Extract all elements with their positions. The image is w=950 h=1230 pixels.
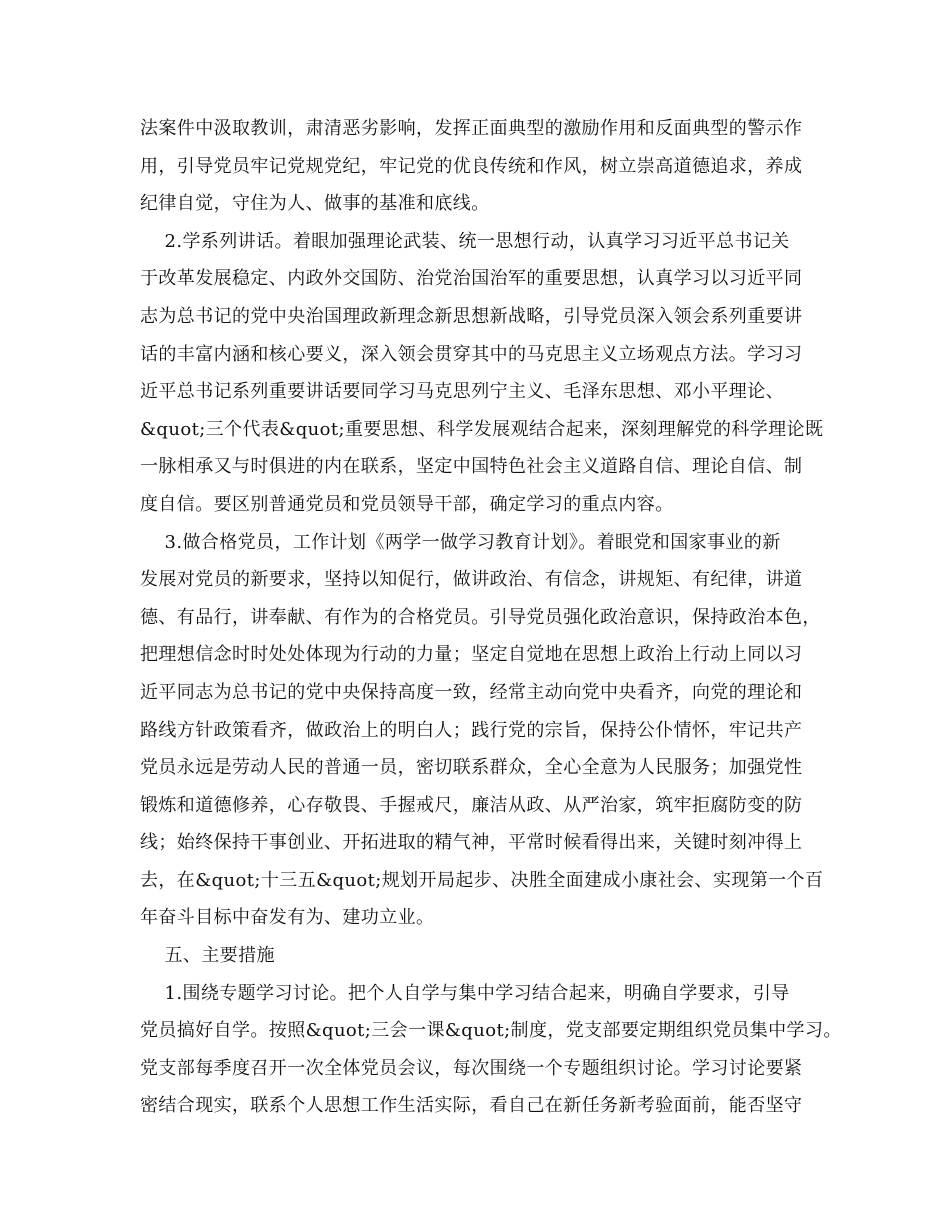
text-line: 年奋斗目标中奋发有为、建功立业。	[140, 907, 435, 929]
text-line: 1.围绕专题学习讨论。把个人自学与集中学习结合起来，明确自学要求，引导	[140, 982, 790, 1004]
text-line: 话的丰富内涵和核心要义，深入领会贯穿其中的马克思主义立场观点方法。学习习	[140, 343, 803, 365]
text-line: 党员搞好自学。按照&quot;三会一课&quot;制度，党支部要定期组织党员集中学习。	[140, 1020, 842, 1042]
text-line: 德、有品行，讲奉献、有作为的合格党员。引导党员强化政治意识，保持政治本色，	[140, 606, 821, 628]
text-line: 度自信。要区别普通党员和党员领导干部，确定学习的重点内容。	[140, 493, 674, 515]
text-line: 党支部每季度召开一次全体党员会议，每次围绕一个专题组织讨论。学习讨论要紧	[140, 1057, 803, 1079]
text-line: 近平同志为总书记的党中央保持高度一致，经常主动向党中央看齐，向党的理论和	[140, 681, 803, 703]
text-line: 纪律自觉，守住为人、做事的基准和底线。	[140, 193, 490, 215]
text-line: 路线方针政策看齐，做政治上的明白人；践行党的宗旨，保持公仆情怀，牢记共产	[140, 719, 803, 741]
text-line: 一脉相承又与时俱进的内在联系，坚定中国特色社会主义道路自信、理论自信、制	[140, 456, 803, 478]
text-line: 近平总书记系列重要讲话要同学习马克思列宁主义、毛泽东思想、邓小平理论、	[140, 381, 784, 403]
text-line: 锻炼和道德修养，心存敬畏、手握戒尺，廉洁从政、从严治家，筑牢拒腐防变的防	[140, 794, 803, 816]
text-line: 2.学系列讲话。着眼加强理论武装、统一思想行动，认真学习习近平总书记关	[140, 230, 790, 252]
document-body	[140, 110, 840, 1125]
text-line: 志为总书记的党中央治国理政新理念新思想新战略，引导党员深入领会系列重要讲	[140, 305, 803, 327]
text-line: 党员永远是劳动人民的普通一员，密切联系群众，全心全意为人民服务；加强党性	[140, 757, 803, 779]
text-line: &quot;三个代表&quot;重要思想、科学发展观结合起来，深刻理解党的科学理论既	[140, 418, 824, 440]
section-heading: 五、主要措施	[140, 945, 275, 967]
text-line: 密结合现实，联系个人思想工作生活实际，看自己在新任务新考验面前，能否坚守	[140, 1095, 803, 1117]
text-line: 把理想信念时时处处体现为行动的力量；坚定自觉地在思想上政治上行动上同以习	[140, 644, 803, 666]
text-line: 发展对党员的新要求，坚持以知促行，做讲政治、有信念，讲规矩、有纪律，讲道	[140, 569, 803, 591]
text-line: 于改革发展稳定、内政外交国防、治党治国治军的重要思想，认真学习以习近平同	[140, 268, 803, 290]
text-line: 3.做合格党员，工作计划《两学一做学习教育计划》。着眼党和国家事业的新	[140, 531, 781, 553]
text-line: 线；始终保持干事创业、开拓进取的精气神，平常时候看得出来，关键时刻冲得上	[140, 832, 803, 854]
text-line: 去，在&quot;十三五&quot;规划开局起步、决胜全面建成小康社会、实现第一个百	[140, 869, 824, 891]
text-line: 法案件中汲取教训，肃清恶劣影响，发挥正面典型的激励作用和反面典型的警示作	[140, 118, 803, 139]
text-line: 用，引导党员牢记党规党纪，牢记党的优良传统和作风，树立崇高道德追求，养成	[140, 155, 803, 177]
